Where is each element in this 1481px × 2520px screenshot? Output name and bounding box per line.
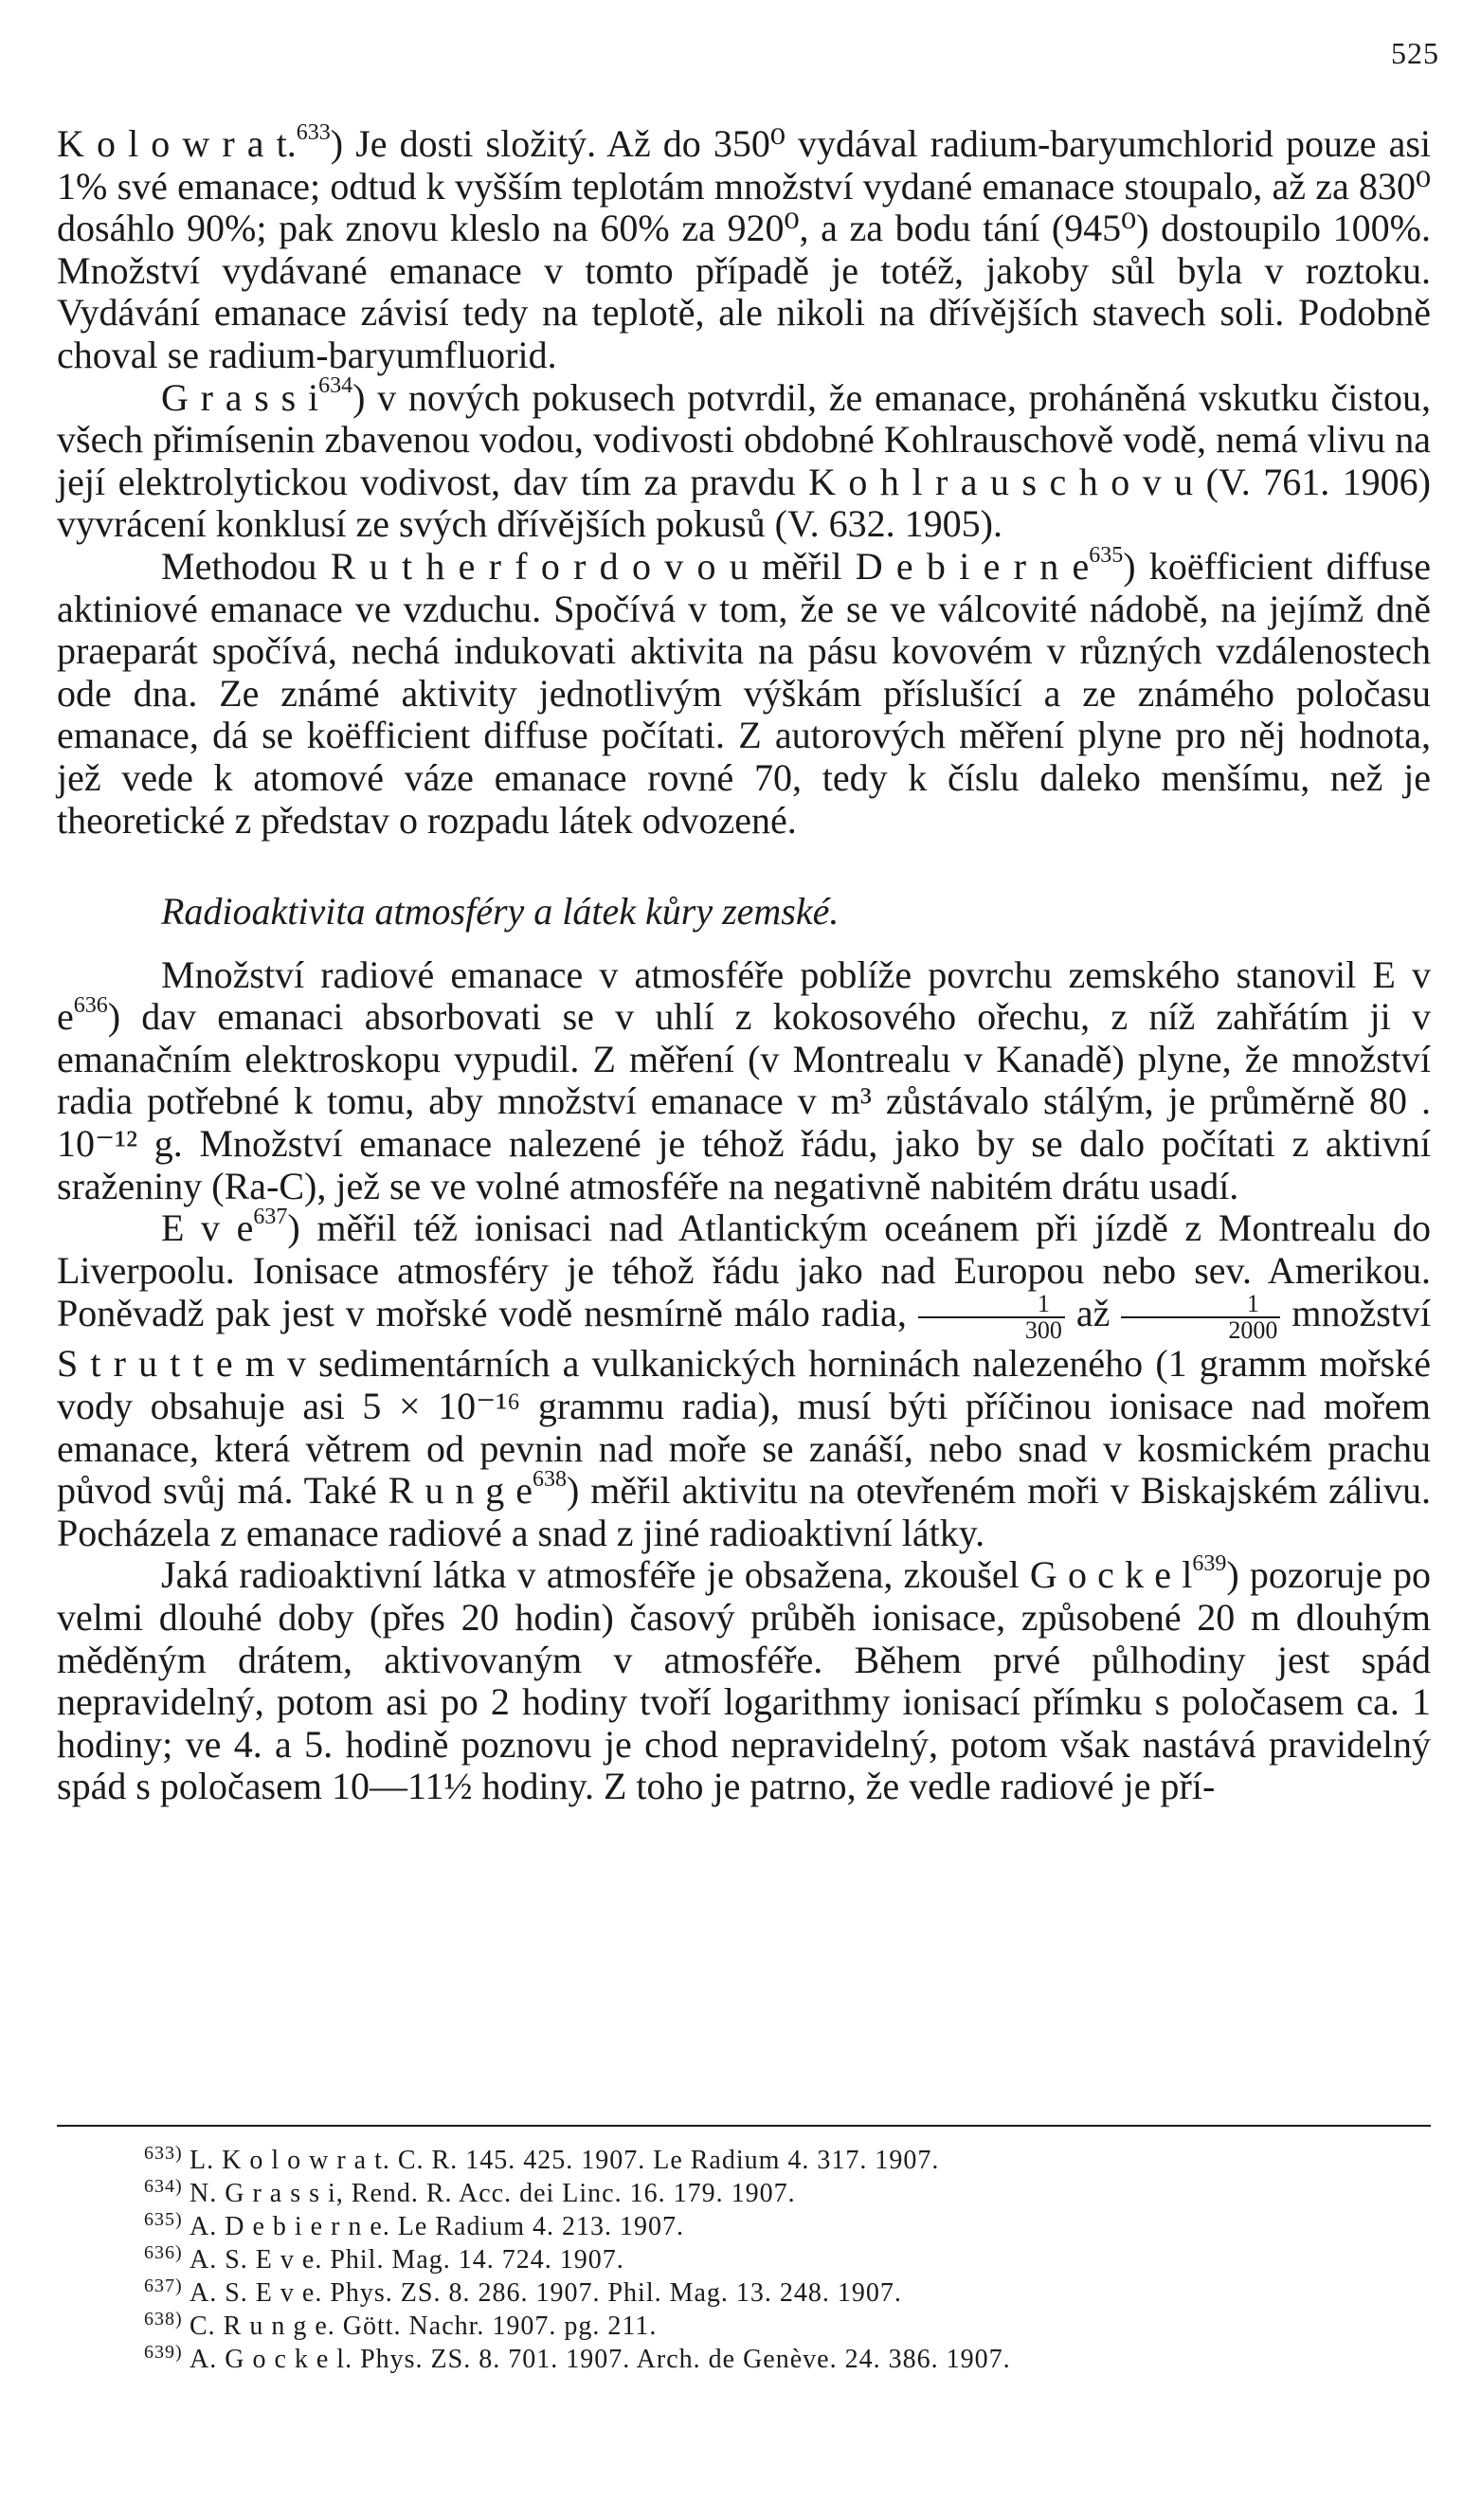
paragraph-text: ) pozoruje po velmi dlouhé doby (přes 20 hodin) časový průběh ionisace, způsobené 20 m dlouhým měděným drátem, aktivovaným v atmosféře. Během prvé půlhodiny jest spád nepravidelný, potom asi po 2 hodiny tvoří logarithmy ionisací přímku s poločasem ca. 1 hodiny; ve 4. a 5. hodině poznovu je chod nepravidelný, potom však nastává pravidelný spád s poločasem 10—11½ hodiny. Z toho je patrno, že vedle radiové je pří- [57, 1553, 1432, 1808]
paragraph-text: až [1064, 1292, 1122, 1335]
footnote: 634) N. G r a s s i, Rend. R. Acc. dei Linc. 16. 179. 1907. [144, 2175, 796, 2208]
footnote-divider [57, 2125, 1431, 2127]
author-name: K o l o w r a t. [57, 122, 297, 165]
paragraph-text: Jaká radioaktivní látka v atmosféře je obsažena, zkoušel [161, 1553, 1030, 1597]
footnote-author: N. G r a s s i, [190, 2179, 344, 2208]
footnote-ref: 636 [73, 992, 108, 1018]
paragraph-gockel [57, 1551, 1432, 1808]
author-name: G o c k e l [1029, 1553, 1193, 1597]
footnote-citation: Phys. ZS. 8. 286. 1907. Phil. Mag. 13. 248. 1907. [322, 2278, 902, 2308]
footnote-citation: Phys. ZS. 8. 701. 1907. Arch. de Genève. 24. 386. 1907. [352, 2345, 1011, 2374]
footnote-ref: 635 [1089, 542, 1124, 568]
footnote-author: L. K o l o w r a t. [190, 2146, 390, 2175]
paragraph-text: (V. 761. 1906) vyvrácení konklusí ze svých dřívějších pokusů (V. 632. 1905). [57, 460, 1431, 546]
footnote-ref: 633 [296, 119, 331, 145]
paragraph-text: ) v nových pokusech potvrdil, že emanace, proháněná vskutku čistou, všech přimísenin zbavenou vodou, vodivosti obdobné Kohlrauschově vodě, nemá vlivu na její elektrolytickou vodivost, dav tím za pravdu [57, 375, 1431, 503]
body-text [57, 119, 1432, 1808]
footnote-ref: 638 [532, 1466, 567, 1492]
paragraph-text: Methodou [161, 544, 331, 588]
paragraph-eve-1 [57, 954, 1431, 1208]
fraction-denominator: 2000 [1228, 1316, 1278, 1345]
paragraph-text: Množství radiové emanace v atmosféře poblíže povrchu zemského stanovil [161, 952, 1373, 996]
paragraph-text: ) měřil též ionisaci nad Atlantickým oceánem při jízdě z Montrealu do Liverpoolu. Ionisace atmosféry je téhož řádu jako nad Europou nebo sev. Amerikou. Poněvadž pak jest v mořské vodě nesmírně málo radia, [57, 1206, 1432, 1335]
footnote-author: A. S. E v e. [190, 2278, 323, 2308]
fraction [1121, 1292, 1280, 1343]
footnote-ref: 637 [253, 1204, 288, 1229]
page-number: 525 [1391, 36, 1439, 70]
fraction-numerator: 1 [1121, 1292, 1280, 1318]
footnote: 636) A. S. E v e. Phil. Mag. 14. 724. 1907. [144, 2241, 624, 2275]
paragraph-text: množství [1280, 1292, 1431, 1335]
footnote: 638) C. R u n g e. Gött. Nachr. 1907. pg. 211. [144, 2308, 658, 2341]
spaced-name: R u t h e r f o r d o v o u [330, 544, 749, 588]
fraction-numerator: 1 [918, 1292, 1065, 1318]
paragraph-debierne [57, 542, 1431, 842]
footnote: 633) L. K o l o w r a t. C. R. 145. 425. 1907. Le Radium 4. 317. 1907. [144, 2142, 940, 2175]
author-name: R u n g e [388, 1469, 533, 1513]
footnote-author: A. S. E v e. [190, 2245, 323, 2275]
footnotes [144, 2142, 1440, 2376]
footnote: 639) A. G o c k e l. Phys. ZS. 8. 701. 1907. Arch. de Genève. 24. 386. 1907. [144, 2341, 1011, 2374]
footnote: 637) A. S. E v e. Phys. ZS. 8. 286. 1907. Phil. Mag. 13. 248. 1907. [144, 2275, 902, 2308]
footnote-author: A. G o c k e l. [190, 2345, 353, 2374]
paragraph-text: v sedimentárních a vulkanických horninách nalezeného (1 gramm mořské vody obsahuje asi 5 × 10⁻¹⁶ grammu radia), musí býti příčinou ionisace nad mořem emanace, která větrem od pevnin nad moře se zanáší, nebo snad v kosmickém prachu původ svůj má. Také [57, 1342, 1432, 1513]
paragraph-grassi [57, 373, 1431, 546]
author-name: E v e [57, 952, 1432, 1039]
footnote-ref: 634 [318, 373, 353, 399]
footnote-citation: Gött. Nachr. 1907. pg. 211. [334, 2312, 658, 2341]
spaced-name: K o h l r a u s c h o v u [808, 460, 1194, 503]
paragraph-kolowrat [57, 119, 1432, 377]
fraction [918, 1292, 1065, 1343]
fraction-denominator: 300 [1024, 1316, 1062, 1345]
spaced-name: S t r u t t e m [57, 1342, 275, 1386]
footnote-author: A. D e b i e r n e. [190, 2212, 390, 2241]
paragraph-text: ) měřil aktivitu na otevřeném moři v Biskajském zálivu. Pocházela z emanace radiové a snad z jiné radioaktivní látky. [57, 1469, 1431, 1554]
paragraph-eve-2 [57, 1204, 1432, 1554]
paragraph-text: ) koëfficient diffuse aktiniové emanace ve vzduchu. Spočívá v tom, že se ve válcovité nádobě, na jejímž dně praeparát spočívá, nechá indukovati aktivita na pásu kovovém v různých vzdálenostech ode dna. Ze známé aktivity jednotlivým výškám příslušící a ze známého poločasu emanace, dá se koëfficient diffuse počítati. Z autorových měření plyne pro něj hodnota, jež vede k atomové váze emanace rovné 70, tedy k číslu daleko menšímu, než je theoretické z představ o rozpadu látek odvozené. [57, 544, 1431, 842]
footnote-citation: Phil. Mag. 14. 724. 1907. [322, 2245, 624, 2275]
author-name: D e b i e r n e [855, 544, 1090, 588]
author-name: E v e [161, 1206, 254, 1250]
author-name: G r a s s i [161, 375, 319, 419]
paragraph-text: měřil [748, 544, 856, 588]
paragraph-text: ) Je dosti složitý. Až do 350⁰ vydával radium-baryumchlorid pouze asi 1% své emanace; odtud k vyšším teplotám množství vydané emanace stoupalo, až za 830⁰ dosáhlo 90%; pak znovu kleslo na 60% za 920⁰, a za bodu tání (945⁰) dostoupilo 100%. Množství vydávané emanace v tomto případě je totéž, jakoby sůl byla v roztoku. Vydávání emanace závisí tedy na teplotě, ale nikoli na dřívějších stavech soli. Podobně choval se radium-baryumfluorid. [57, 122, 1432, 376]
paragraph-text: ) dav emanaci absorbovati se v uhlí z kokosového ořechu, z níž zahřátím ji v emanačním elektroskopu vypudil. Z měření (v Montrealu v Kanadě) plyne, že množství radia potřebné k tomu, aby množství emanace v m³ zůstávalo stálým, je průměrně 80 . 10⁻¹² g. Množství emanace nalezené je téhož řádu, jako by se dalo počítati z aktivní sraženiny (Ra-C), jež se ve volné atmosféře na negativně nabitém drátu usadí. [57, 995, 1431, 1207]
section-heading: Radioaktivita atmosféry a látek kůry zemské. [161, 890, 840, 934]
footnote: 635) A. D e b i e r n e. Le Radium 4. 213. 1907. [144, 2208, 685, 2241]
footnote-citation: Le Radium 4. 213. 1907. [389, 2212, 685, 2241]
footnote-citation: C. R. 145. 425. 1907. Le Radium 4. 317. 1907. [389, 2146, 940, 2175]
footnote-ref: 639 [1192, 1551, 1227, 1577]
footnote-citation: Rend. R. Acc. dei Linc. 16. 179. 1907. [343, 2179, 796, 2208]
footnote-author: C. R u n g e. [190, 2312, 335, 2341]
